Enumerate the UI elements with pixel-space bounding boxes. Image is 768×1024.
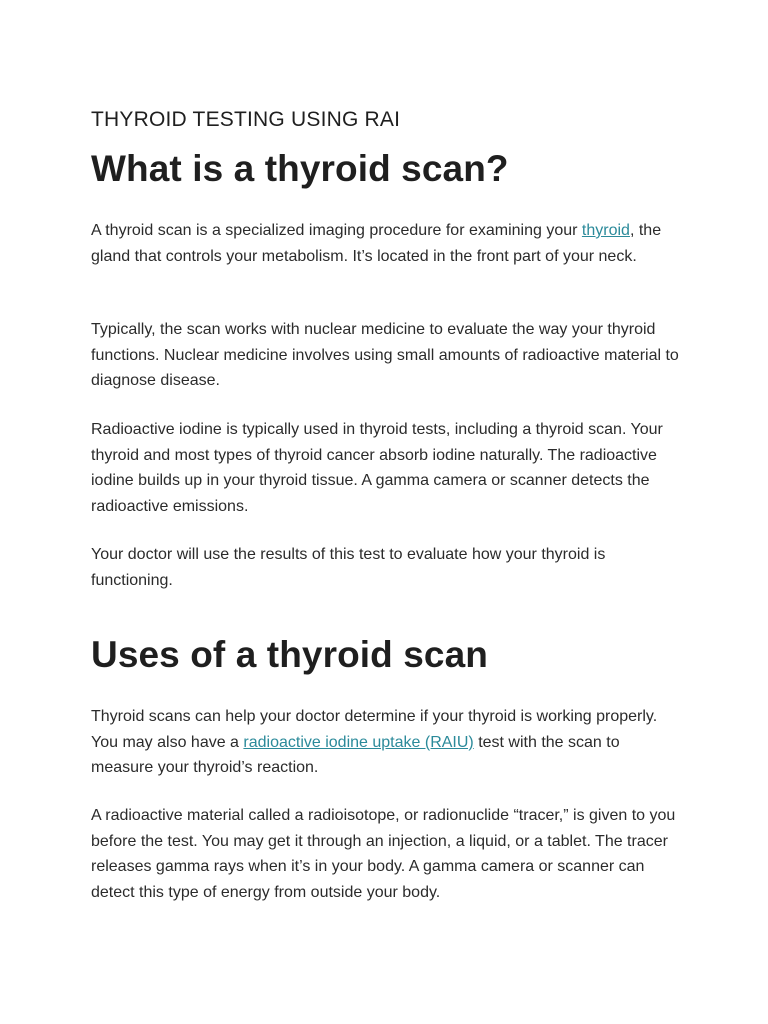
paragraph-text: Thyroid scans can help your doctor determine if your thyroid is working properly. You may also have a [91, 708, 658, 751]
paragraph-tracer: A radioactive material called a radioisotope, or radionuclide “tracer,” is given to you before the test. You may get it through an injection, a liquid, or a tablet. The tracer releases gamma rays when it’s in your body. A gamma camera or scanner can detect this type of energy from outside your body. [91, 807, 676, 901]
paragraph-radioactive-iodine: Radioactive iodine is typically used in thyroid tests, including a thyroid scan. Your thyroid and most types of thyroid cancer absorb iodine naturally. The radioactive iodine builds up in your thyroid tissue. A gamma camera or scanner detects the radioactive emissions. [91, 421, 663, 515]
article-kicker: THYROID TESTING USING RAI [91, 108, 401, 131]
section-heading-uses: Uses of a thyroid scan [91, 634, 488, 675]
paragraph-results: Your doctor will use the results of this test to evaluate how your thyroid is functioning. [91, 546, 606, 589]
paragraph-text: , the gland that controls your metabolism. It’s located in the front part of your neck. [91, 222, 662, 265]
paragraph-text: test with the scan to measure your thyroid’s reaction. [91, 733, 620, 776]
thyroid-link[interactable]: thyroid [581, 222, 630, 239]
paragraph-nuclear-medicine: Typically, the scan works with nuclear medicine to evaluate the way your thyroid functions. Nuclear medicine involves using small amounts of radioactive material to diagnose disease. [91, 321, 679, 389]
raiu-link[interactable]: radioactive iodine uptake (RAIU) [243, 733, 474, 751]
paragraph-uses-intro [91, 704, 681, 781]
paragraph-intro [91, 218, 681, 269]
section-heading-what-is: What is a thyroid scan? [91, 148, 509, 189]
paragraph-text: A thyroid scan is a specialized imaging procedure for examining your [91, 222, 582, 239]
